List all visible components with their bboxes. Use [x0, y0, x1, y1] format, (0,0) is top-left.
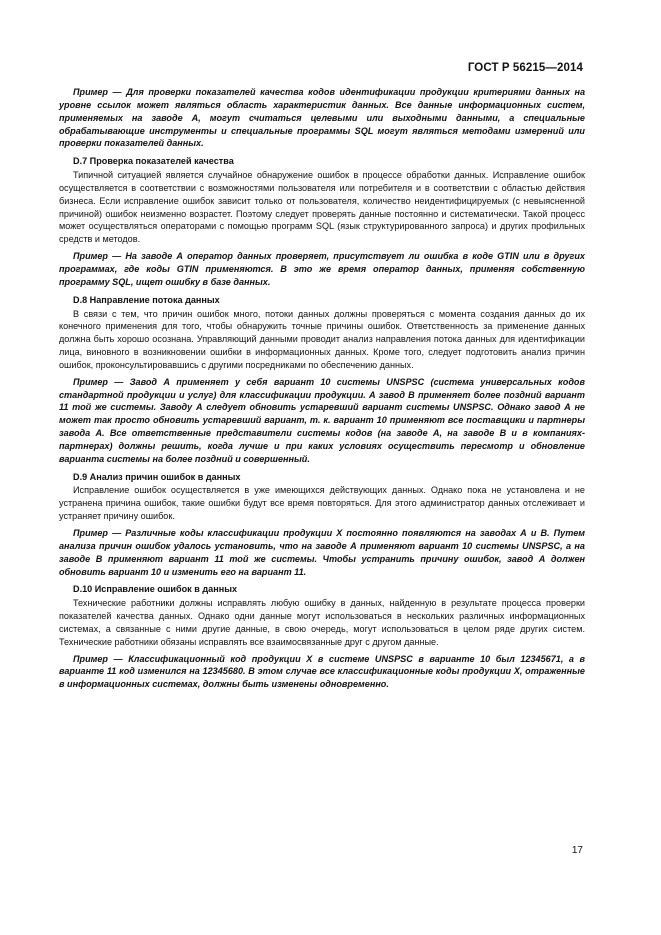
example-paragraph: Пример — На заводе А оператор данных проверяет, присутствует ли ошибка в коде GTIN или в других программах, где коды GTIN применяются. В это же время оператор данных, применяя собственную программу SQL, ищет ошибку в базе данных. [59, 251, 585, 287]
example-paragraph: Пример — Для проверки показателей качества кодов идентификации продукции критериями данных на уровне ссылок может являться область характеристик данных. Все данные информационных систем, применяемых на заводе А, могут считаться целевыми или выходными данными, а специальные обрабатывающие инструменты и специальные программы SQL могут являться методами измерений или проверки показателей данных. [59, 87, 585, 149]
page-number: 17 [571, 845, 583, 856]
example-paragraph: Пример — Завод А применяет у себя вариант 10 системы UNSPSC (система универсальных кодов стандартной продукции и услуг) для классификации продукции. А завод В применяет более поздний вариант 11 той же системы. Заводу А следует обновить устаревший вариант системы UNSPSC. Однако завод А не может так просто обновить устаревший вариант, т. к. вариант 10 применяют все поставщики и партнеры завода А. Все ответственные представители системы кодов (на заводе А, на заводе В и в компаниях-партнерах) должны решить, когда лучше и при каких условиях осуществить пересмотр и обновление варианта системы на более поздний и совершенный. [59, 376, 585, 464]
body-paragraph: Технические работники должны исправлять любую ошибку в данных, найденную в результате процесса проверки показателей качества данных. Однако одни данные могут использоваться в нескольких различных информационных системах, а связанные с ними другие данные, в свою очередь, могут использоваться в целом ряде других систем. Технические работники обязаны исправлять все взаимосвязанные друг с другом данные. [59, 598, 585, 647]
section-heading-d10: D.10 Исправление ошибок в данных [73, 584, 238, 595]
document-header: ГОСТ Р 56215—2014 [467, 62, 583, 74]
section-heading-d7: D.7 Проверка показателей качества [73, 156, 234, 167]
body-paragraph: Исправление ошибок осуществляется в уже имеющихся действующих данных. Однако пока не установлена и не устранена причина ошибок, такие ошибки будут все время повторяться. Для этого администратор данных отслеживает и устраняет причину ошибок. [59, 485, 585, 522]
body-paragraph: В связи с тем, что причин ошибок много, потоки данных должны проверяться с момента создания данных до их конечного применения для того, чтобы обнаружить точные причины ошибок. Ответственность за применение данных должна быть хорошо осознана. Управляющий данными проводит анализ направления потока данных для идентификации лица, виновного в возникновении ошибки в информационных данных. Кроме того, следует подготовить анализ причин ошибок, проконсультировавшись с другими посредниками по обеспечению данных. [59, 308, 585, 370]
page-body [59, 82, 585, 691]
section-heading-d9: D.9 Анализ причин ошибок в данных [73, 471, 241, 482]
example-paragraph: Пример — Различные коды классификации продукции Х постоянно появляются на заводах А и В. Путем анализа причин ошибок удалось установить, что на заводе А применяют вариант 10 системы UNSPSC, а на заводе В применяют вариант 11 той же системы. Чтобы устранить причину ошибок, завод А должен обновить вариант 10 и изменить его на вариант 11. [59, 528, 585, 577]
section-heading-d8: D.8 Направление потока данных [73, 294, 220, 305]
example-paragraph: Пример — Классификационный код продукции Х в системе UNSPSC в варианте 10 был 12345671, а в варианте 11 код изменился на 12345680. В этом случае все классификационные коды продукции Х, отраженные в информационных системах, должны быть изменены одновременно. [59, 653, 585, 690]
body-paragraph: Типичной ситуацией является случайное обнаружение ошибок в процессе обработки данных. Исправление ошибок осуществляется в соответствии с возможностями пользователя или потребителя и в соответствии с областью действия бизнеса. Если исправление ошибок зависит только от пользователя, количество неидентифицируемых (с невыясненной причиной) ошибок неизменно возрастет. Поэтому следует проверять данные постоянно и систематически. Такой процесс может осуществляться операторами с помощью программ SQL (язык структурированного запроса) и других профильных средств и методов. [59, 170, 585, 245]
